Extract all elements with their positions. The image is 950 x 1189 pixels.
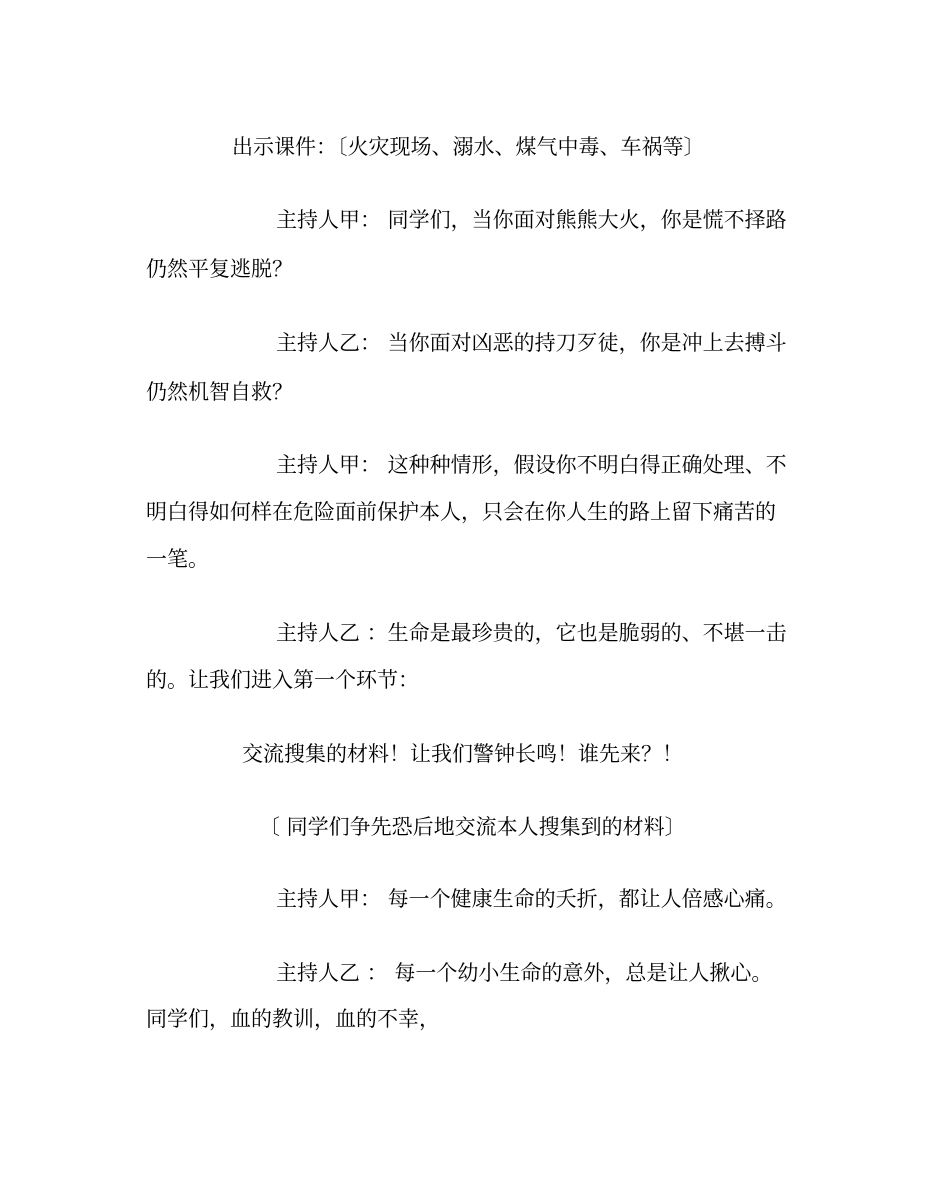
host-b-line-1: 主持人乙： 当你面对凶恶的持刀歹徒，你是冲上去搏斗 (276, 331, 787, 355)
host-a-line-2-cont-1: 明白得如何样在危险面前保护本人，只会在你人生的路上留下痛苦的 (146, 500, 776, 524)
host-b-line-1-cont: 仍然机智自救？ (146, 380, 293, 404)
host-a-line-2-cont-2: 一笔。 (146, 547, 209, 571)
courseware-line: 出示课件：〔火灾现场、溺水、煤气中毒、车祸等〕 (232, 135, 705, 159)
host-a-line-1: 主持人甲： 同学们，当你面对熊熊大火，你是慌不择路 (276, 208, 787, 232)
host-a-line-2: 主持人甲： 这种种情形，假设你不明白得正确处理、不 (276, 453, 787, 477)
host-a-line-3: 主持人甲： 每一个健康生命的夭折，都让人倍感心痛。 (276, 887, 787, 911)
exchange-materials-line: 交流搜集的材料！让我们警钟长鸣！谁先来？！ (242, 742, 683, 766)
host-b-line-2-cont: 的。让我们进入第一个环节： (146, 668, 419, 692)
host-a-line-1-cont: 仍然平复逃脱？ (146, 257, 293, 281)
host-b-line-3-cont: 同学们，血的教训，血的不幸， (146, 1007, 440, 1031)
host-b-line-3: 主持人乙 ： 每一个幼小生命的意外，总是让人揪心。 (276, 961, 773, 985)
students-exchange-note: 〔 同学们争先恐后地交流本人搜集到的材料〕 (259, 815, 686, 839)
host-b-line-2: 主持人乙 ：生命是最珍贵的，它也是脆弱的、不堪一击 (276, 621, 787, 645)
